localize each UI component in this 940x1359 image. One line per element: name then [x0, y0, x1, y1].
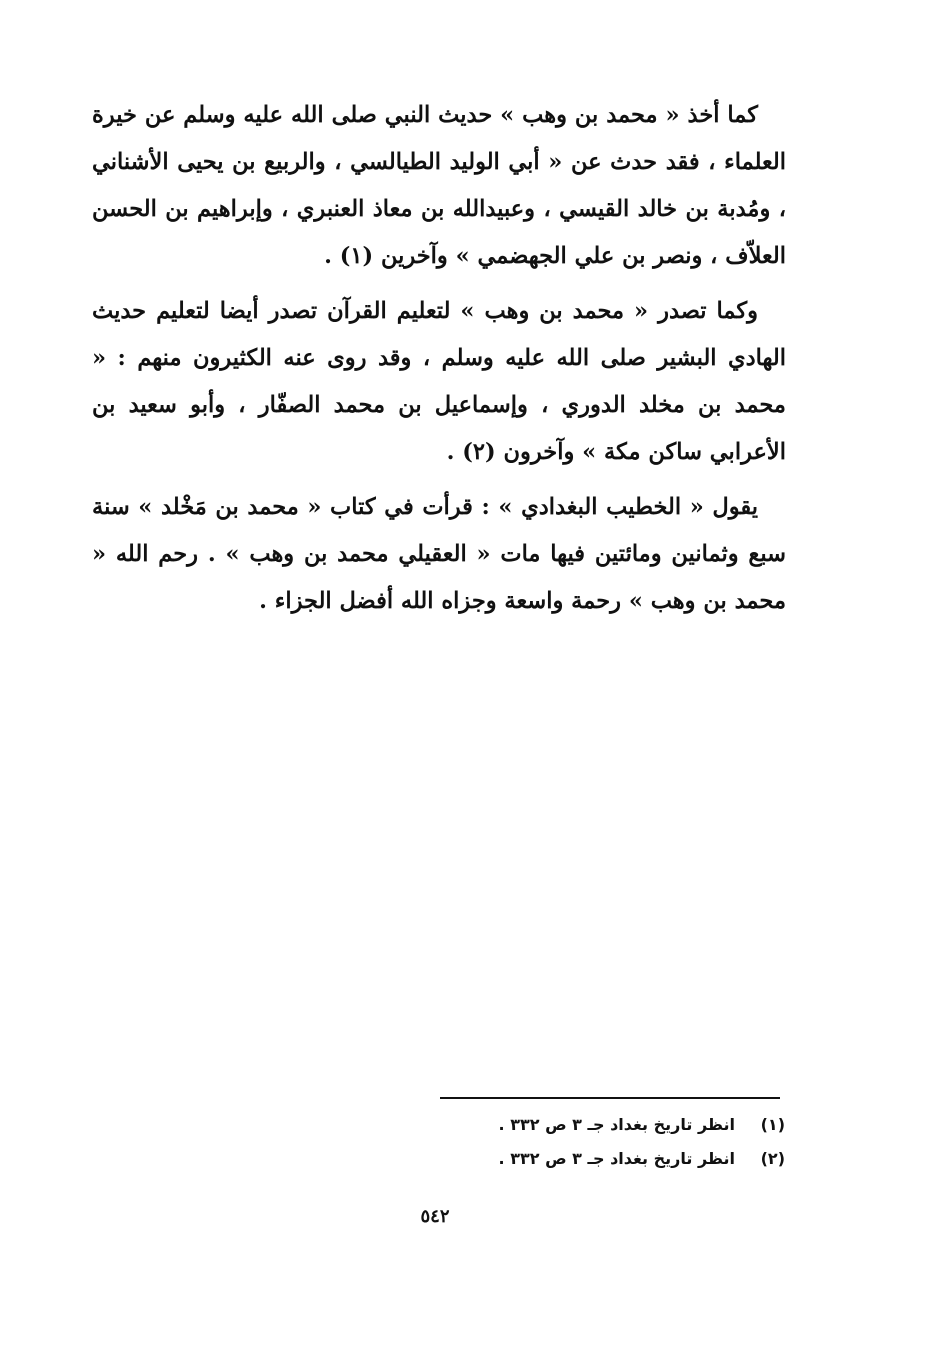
main-text [92, 92, 786, 633]
paragraph-1: كما أخذ « محمد بن وهب » حديث النبي صلى الله عليه وسلم عن خيرة العلماء ، فقد حدث عن « أبي الوليد الطيالسي ، والربيع بن يحيى الأشناني ، ومُدبة بن خالد القيسي ، وعبيدالله بن معاذ العنبري ، وإبراهيم بن الحسن العلاّف ، ونصر بن علي الجهضمي » وآخرين (١) . [92, 102, 786, 269]
footnote-number: (١) [760, 1115, 785, 1134]
footnote-2 [440, 1142, 785, 1176]
footnote-divider [440, 1097, 780, 1099]
footnote-1 [440, 1108, 785, 1142]
footnote-text: انظر تاريخ بغداد جـ ٣ ص ٣٣٢ . [498, 1149, 735, 1168]
paragraph-3: يقول « الخطيب البغدادي » : قرأت في كتاب « محمد بن مَخْلد » سنة سبع وثمانين ومائتين فيها مات « العقيلي محمد بن وهب » . رحم الله « محمد بن وهب » رحمة واسعة وجزاه الله أفضل الجزاء . [92, 494, 786, 614]
page-number: ٥٤٢ [420, 1206, 450, 1227]
footnote-text: انظر تاريخ بغداد جـ ٣ ص ٣٣٢ . [498, 1115, 735, 1134]
paragraph-2: وكما تصدر « محمد بن وهب » لتعليم القرآن تصدر أيضا لتعليم حديث الهادي البشير صلى الله عليه وسلم ، وقد روى عنه الكثيرون منهم : « محمد بن مخلد الدوري ، وإسماعيل بن محمد الصفّار ، وأبو سعيد بن الأعرابي ساكن مكة » وآخرون (٢) . [92, 298, 786, 465]
footnotes [440, 1108, 785, 1176]
footnote-number: (٢) [760, 1149, 785, 1168]
